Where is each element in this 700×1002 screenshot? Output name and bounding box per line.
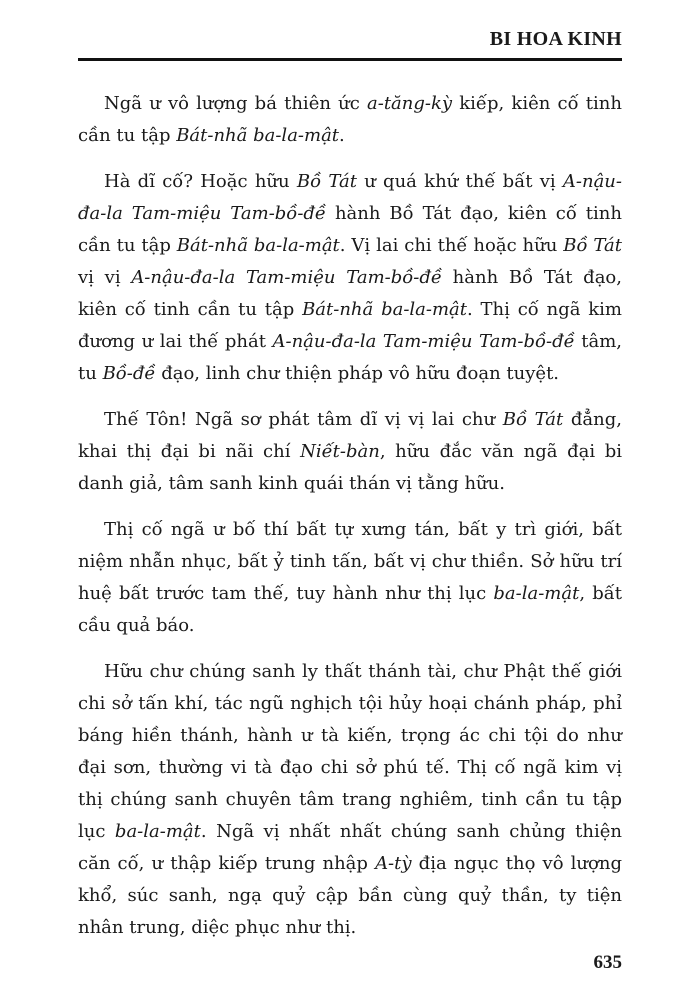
italic-term: Bồ Tát [502,409,564,430]
text-run: . Vị lai chi thế hoặc hữu [339,235,564,256]
italic-term: Bát-nhã ba-la-mật [176,125,340,146]
italic-term: A-nậu-đa-la Tam-miệu Tam-bồ-đề [272,331,575,352]
text-run: Ngã ư vô lượng bá thiên ức [104,93,367,114]
text-run: , bất cầu quả báo. [78,583,622,636]
italic-term: Bát-nhã ba-la-mật [176,235,340,256]
body-paragraph [78,514,622,642]
body-paragraph [78,166,622,390]
text-run: đẳng, khai thị đại bi nãi chí [78,409,623,462]
italic-term: A-nậu-đa-la Tam-miệu Tam-bồ-đề [131,267,442,288]
body-paragraph [78,404,622,500]
italic-term: a-tăng-kỳ [367,93,453,114]
text-run: đạo, linh chư thiện pháp vô hữu đoạn tuyệt. [155,363,560,384]
text-run: Thị cố ngã ư bố thí bất tự xưng tán, bất y trì giới, bất niệm nhẫn nhục, bất ỷ tinh tấn, bất vị chư thiền. Sở hữu trí huệ bất trước tam thế, tuy hành như thị lục [78,519,622,604]
italic-term: Bát-nhã ba-la-mật [302,299,468,320]
text-run: , hữu đắc văn ngã đại bi danh giả, tâm sanh kinh quái thán vị tằng hữu. [78,441,622,494]
text-run: kiếp, kiên cố tinh cần tu tập [78,93,622,146]
header-rule [78,58,622,61]
text-run: Thế Tôn! Ngã sơ phát tâm dĩ vị vị lai chư [104,409,503,430]
italic-term: A-tỳ [375,853,412,874]
text-run: địa ngục thọ vô lượng khổ, súc sanh, ngạ quỷ cập bần cùng quỷ thần, ty tiện nhân trung, diệc phục như thị. [78,853,622,938]
text-run: . Thị cố ngã kim đương ư lai thế phát [78,299,623,352]
italic-term: A-nậu-đa-la Tam-miệu Tam-bồ-đề [78,171,622,224]
text-run: Hà dĩ cố? Hoặc hữu [104,171,297,192]
text-run: hành Bồ Tát đạo, kiên cố tinh cần tu tập [78,267,622,320]
text-run: . Ngã vị nhất nhất chúng sanh chủng thiện căn cố, ư thập kiếp trung nhập [78,821,622,874]
italic-term: Bồ Tát [296,171,357,192]
italic-term: ba-la-mật [114,821,201,842]
italic-term: Bồ Tát [563,235,622,256]
italic-term: Niết-bàn [300,441,380,462]
italic-term: ba-la-mật [493,583,580,604]
text-run: vị vị [78,267,132,288]
body-paragraph [78,656,622,944]
text-run: hành Bồ Tát đạo, kiên cố tinh cần tu tập [78,203,622,256]
running-header-title: BI HOA KINH [489,28,622,50]
page-body [78,88,622,958]
text-run: Hữu chư chúng sanh ly thất thánh tài, chư Phật thế giới chi sở tấn khí, tác ngũ nghịch tội hủy hoại chánh pháp, phỉ báng hiền thánh, hành ư tà kiến, trọng ác chi tội do như đại sơn, thường vi tà đạo chi sở phú tế. Thị cố ngã kim vị thị chúng sanh chuyên tâm trang nghiêm, tinh cần tu tập lục [78,661,622,842]
body-paragraph [78,88,622,152]
text-run: . [339,125,345,146]
text-run: ư quá khứ thế bất vị [356,171,563,192]
page-number: 635 [593,952,622,973]
text-run: tâm, tu [78,331,622,384]
italic-term: Bồ-đề [102,363,156,384]
